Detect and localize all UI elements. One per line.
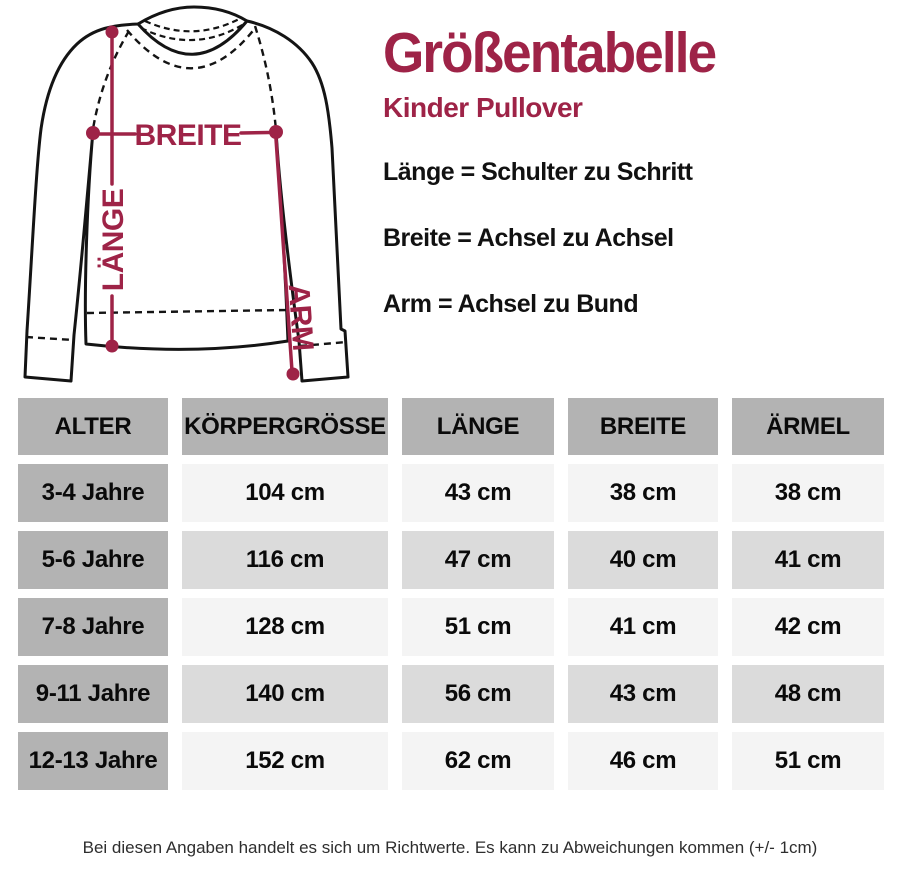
value-cell: 38 cm [568,464,718,522]
page-subtitle: Kinder Pullover [383,91,583,123]
definition-breite: Breite = Achsel zu Achsel [383,224,674,252]
age-cell: 12-13 Jahre [18,732,168,790]
value-cell: 38 cm [732,464,884,522]
col-header-koerpergroesse: KÖRPERGRÖSSE [182,398,388,455]
value-cell: 128 cm [182,598,388,656]
value-cell: 56 cm [402,665,554,723]
value-cell: 40 cm [568,531,718,589]
col-header-aermel: ÄRMEL [732,398,884,455]
measure-dot [269,125,283,139]
value-cell: 43 cm [402,464,554,522]
col-header-laenge: LÄNGE [402,398,554,455]
value-cell: 62 cm [402,732,554,790]
col-header-breite: BREITE [568,398,718,455]
age-cell: 5-6 Jahre [18,531,168,589]
title-block [383,21,740,124]
page-title: Größentabelle [383,21,716,85]
measure-dot [106,340,119,353]
definition-laenge: Länge = Schulter zu Schritt [383,158,693,186]
value-cell: 42 cm [732,598,884,656]
definition-arm: Arm = Achsel zu Bund [383,290,639,318]
measure-dot [287,368,300,381]
value-cell: 41 cm [568,598,718,656]
value-cell: 48 cm [732,665,884,723]
value-cell: 43 cm [568,665,718,723]
value-cell: 46 cm [568,732,718,790]
definitions-block [383,158,692,356]
footer-note: Bei diesen Angaben handelt es sich um Richtwerte. Es kann zu Abweichungen kommen (+/- 1cm) [82,838,818,857]
value-cell: 51 cm [732,732,884,790]
value-cell: 152 cm [182,732,388,790]
breite-label: BREITE [134,118,242,152]
value-cell: 104 cm [182,464,388,522]
sweater-diagram [8,0,364,392]
age-cell: 3-4 Jahre [18,464,168,522]
size-table [18,398,884,790]
value-cell: 51 cm [402,598,554,656]
measure-dot [86,126,100,140]
col-header-alter: ALTER [18,398,168,455]
age-cell: 7-8 Jahre [18,598,168,656]
value-cell: 47 cm [402,531,554,589]
arm-label: ARM [281,282,320,352]
age-cell: 9-11 Jahre [18,665,168,723]
value-cell: 116 cm [182,531,388,589]
laenge-label: LÄNGE [96,188,130,292]
value-cell: 140 cm [182,665,388,723]
value-cell: 41 cm [732,531,884,589]
